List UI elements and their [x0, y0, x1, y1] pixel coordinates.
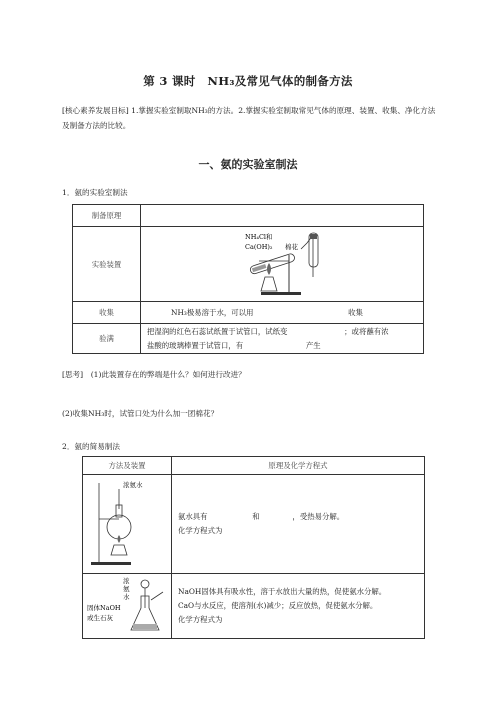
- apparatus-top-1: 浓: [123, 577, 130, 585]
- verify-cell: [141, 324, 424, 354]
- verify-text-1a: 把湿润的红色石蕊试纸置于试管口，试纸变: [147, 326, 288, 336]
- subheading-simple-method: 2．氨的简易制法: [62, 442, 120, 451]
- simple-method-table: [82, 456, 425, 639]
- intro-paragraph: [62, 103, 436, 133]
- reagent-label-1: NH₄Cl和: [245, 233, 273, 241]
- delivery-tube: [301, 235, 313, 277]
- principle2-line2: CaO与水反应，使溶剂(水)减少；反应放热，促使氨水分解。: [178, 601, 378, 610]
- principle1-text-c: ，受热易分解。: [292, 512, 345, 521]
- collect-cell: [141, 302, 424, 324]
- row-label-verify: 验满: [73, 324, 141, 354]
- heating-aqueous-ammonia-diagram: [83, 475, 171, 571]
- think-question-2: (2)收集NH₃时，试管口处为什么加一团棉花？: [62, 409, 219, 418]
- flame-icon-1: [118, 535, 121, 543]
- cotton-label: 棉花: [285, 243, 298, 251]
- principle2-equation-label: 化学方程式为: [178, 615, 223, 624]
- solid-reagent: [133, 624, 157, 629]
- collect-text-a: NH₃极易溶于水，可以用: [171, 307, 254, 317]
- stand-base-1: [91, 562, 131, 565]
- principle-cell-1: [172, 475, 425, 574]
- apparatus-top-2: 氨: [123, 585, 130, 593]
- verify-text-2a: 盐酸的玻璃棒置于试管口，有: [147, 340, 244, 350]
- naoh-ammonia-diagram: [83, 574, 171, 636]
- quicklime-label: 或生石灰: [87, 614, 113, 622]
- alcohol-lamp-1: [111, 545, 127, 555]
- reagent-label-2: Ca(OH)₂: [245, 243, 273, 251]
- funnel-bulb: [141, 580, 149, 588]
- principle1-equation-label: 化学方程式为: [178, 526, 223, 535]
- intro-tag: [核心素养发展目标]: [62, 106, 129, 115]
- principle-cell: [141, 205, 424, 227]
- header-method: 方法及装置: [83, 457, 172, 475]
- apparatus-cell-1: [83, 475, 172, 574]
- cotton-plug: [310, 234, 317, 239]
- think-question-1: [思考] (1)此装置存在的弊端是什么？如何进行改进？: [62, 370, 246, 379]
- row-label-collect: 收集: [73, 302, 141, 324]
- ammonia-apparatus-diagram: [141, 227, 423, 299]
- section-heading: 一、氨的实验室制法: [198, 158, 298, 171]
- apparatus-cell: [141, 227, 424, 302]
- intro-text: 1.掌握实验室制取NH₃的方法。2.掌握实验室制取常见气体的原理、装置、收集、净化方法及制备方法的比较。: [62, 106, 436, 130]
- stand-base: [261, 292, 301, 295]
- apparatus-cell-2: [83, 574, 172, 639]
- principle1-text-a: 氨水具有: [178, 512, 208, 521]
- aqueous-ammonia-label: 浓氨水: [123, 481, 143, 489]
- principle-cell-2: [172, 574, 425, 639]
- lab-method-table: [72, 204, 424, 354]
- header-principle: 原理及化学方程式: [172, 457, 425, 475]
- solid-naoh-label: 固体NaOH: [87, 604, 121, 612]
- page-title: 第 3 课时 NH₃及常见气体的制备方法: [143, 74, 353, 88]
- alcohol-lamp: [261, 277, 277, 291]
- collect-text-b: 收集: [348, 307, 363, 317]
- apparatus-top-3: 水: [123, 593, 130, 601]
- verify-text-1b: ；或将蘸有浓: [344, 326, 389, 336]
- flame-icon: [267, 263, 271, 275]
- verify-text-2b: 产生: [305, 340, 321, 350]
- row-label-apparatus: 实验装置: [73, 227, 141, 302]
- subheading-lab-method: 1．氨的实验室制法: [62, 188, 128, 197]
- gas-outlet: [151, 592, 163, 600]
- principle2-line1: NaOH固体具有吸水性，溶于水放出大量的热，促使氨水分解。: [178, 587, 387, 596]
- principle1-text-b: 和: [252, 512, 260, 521]
- row-label-principle: 制备原理: [73, 205, 141, 227]
